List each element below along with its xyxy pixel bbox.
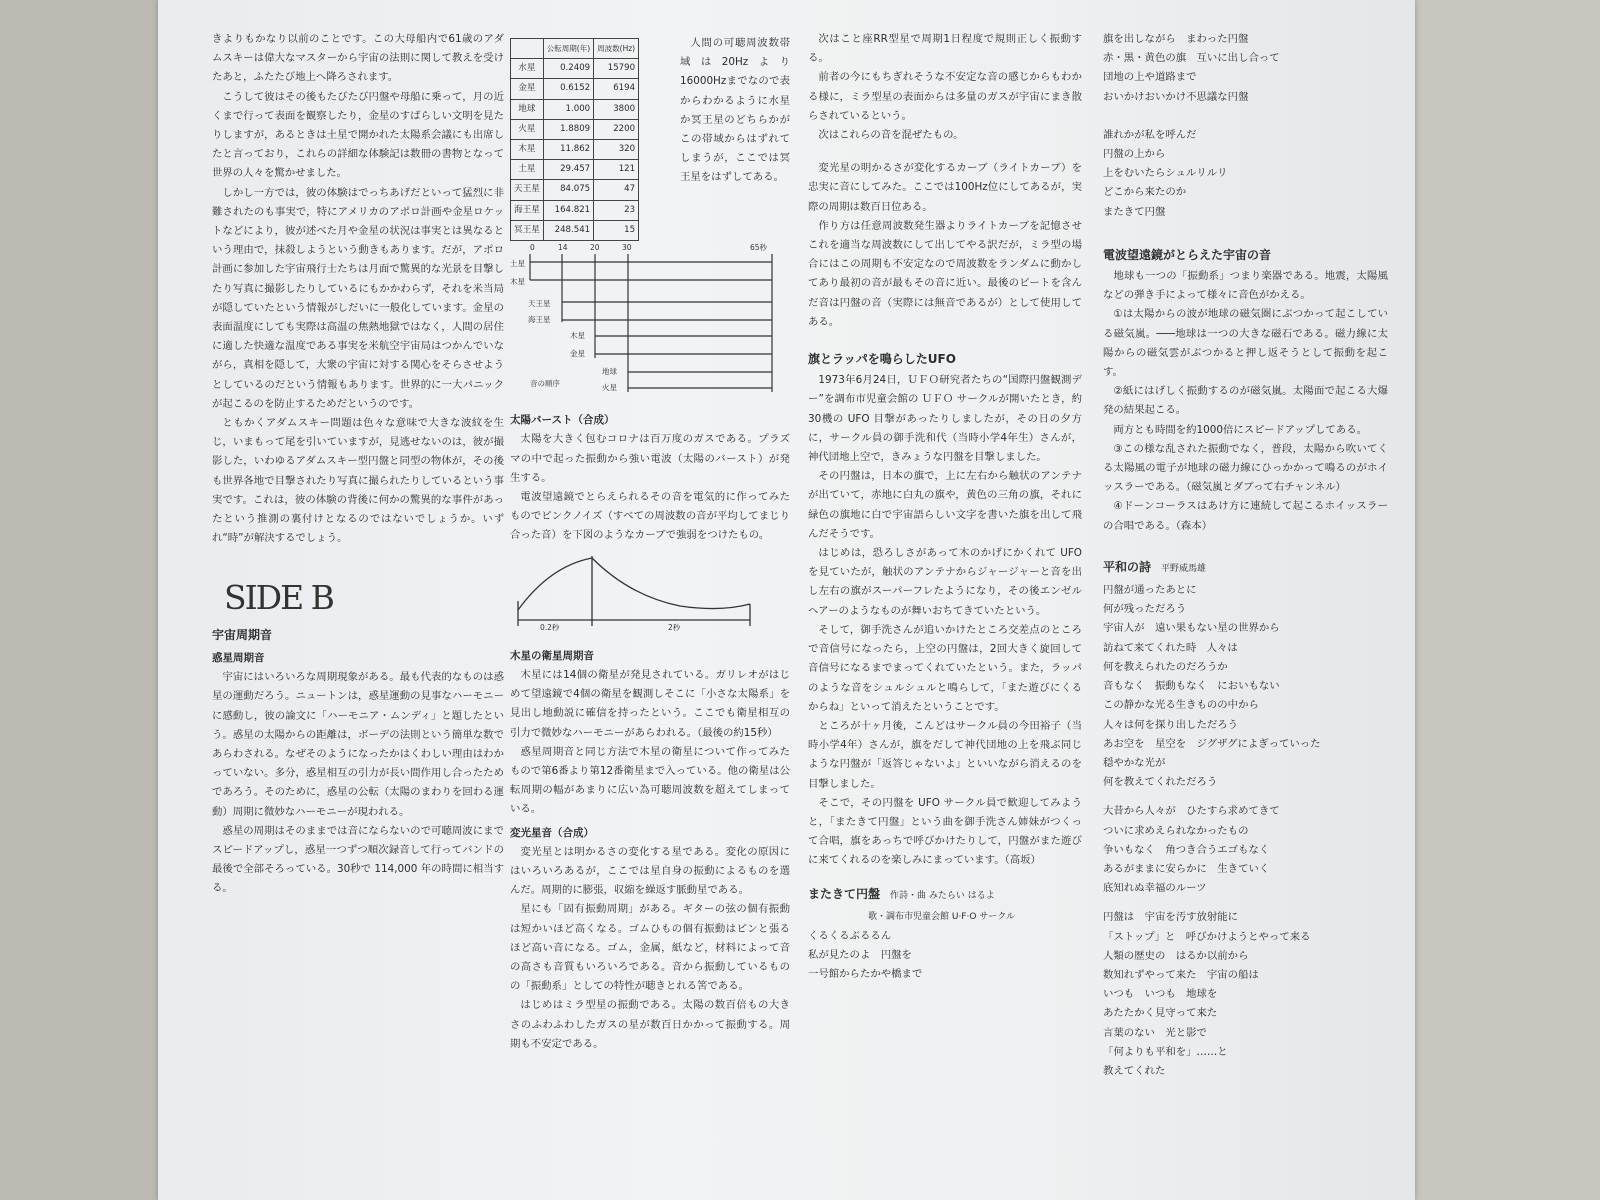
table-header: 公転周期(年) <box>543 39 593 59</box>
poem-line: 何を教えてくれただろう <box>1103 776 1218 789</box>
section-title: 変光星音（合成） <box>510 826 594 839</box>
song-line: またきて円盤 <box>1103 205 1166 218</box>
planet-period: 0.6152 <box>543 79 593 99</box>
song-line: 一号館からたかや橋まで <box>808 968 923 981</box>
poem-line: あたたかく見守って来た <box>1103 1007 1218 1020</box>
poem-line: 「何よりも平和を」……と <box>1103 1045 1228 1058</box>
song-credit: 作詩・曲 みたらい はるよ <box>890 890 995 901</box>
paragraph: 電波望遠鏡でとらえられるその音を電気的に作ってみたものでピンクノイズ（すべての周波数の音が平均してまじり合った音）を下図のようなカーブで強弱をつけたもの。 <box>510 491 790 542</box>
planet-freq: 2200 <box>594 119 639 139</box>
paragraph: そこで，その円盤を UFO サークル員で歓迎してみようと，「またきて円盤」という曲を御手洗さん姉妹がつくって合唱，旗をあっちで呼びかけたりして，円盤がまた遊びに来てくれるのを楽しみにまっています。（高坂） <box>808 796 1082 867</box>
section-heading: 電波望遠鏡がとらえた宇宙の音 <box>1103 247 1272 262</box>
song-line: 団地の上や道路まで <box>1103 71 1197 84</box>
planet-period: 164.821 <box>543 200 593 220</box>
table-row <box>511 180 639 200</box>
poem-line: 人類の歴史の はるか以前から <box>1103 949 1249 962</box>
table-row <box>511 160 639 180</box>
poem-line: 円盤は 宇宙を汚す放射能に <box>1103 911 1239 924</box>
planet-freq: 15790 <box>594 59 639 79</box>
planet-name: 木星 <box>511 140 544 160</box>
envelope-curve <box>518 558 750 610</box>
paragraph: はじめは，恐ろしさがあって木のかげにかくれて UFO を見ていたが，触状のアンテナからジャージャーと音を出し左右の旗がスーパーフレたようになり，その後エンゼルヘアーのようなものが舞いおちてきていたという。 <box>808 547 1082 617</box>
song-title-text: またきて円盤 <box>808 886 881 901</box>
planet-freq: 23 <box>594 200 639 220</box>
song-line: 誰れかが私を呼んだ <box>1103 128 1197 141</box>
song-credit: 歌・調布市児童会館 U·F·O サークル <box>868 911 1016 922</box>
paragraph: ともかくアダムスキー問題は色々な意味で大きな波紋を生じ，いまもって尾を引いていますが，見逃せないのは，彼が撮影した，いわゆるアダムスキー型円盤と同型の物体が，その後も世界各地で目撃されたり写真に撮られたりしているという事実です。これは，彼の体験の背後に何かの驚異的な事件があったという推測の裏付けとなるのではないでしょうか。いずれ“時”が解決するでしょう。 <box>212 417 504 545</box>
paragraph: しかし一方では，彼の体験はでっちあげだといって猛烈に非難されたのも事実で，特にアメリカのアポロ計画や金星ロケットなどにより，彼が述べた月や金星の状況は事実とは異なるという理由で，抹殺しようという動きもあります。だが，アポロ計画に参加した宇宙飛行士たちは月面で驚異的な光景を目撃したり写真に撮影したりしているにもかかわらず，それを米当局が隠していたという情報がしだいに一般化しています。金星の表面温度にしても実際は高温の焦熱地獄ではなく，人間の居住に適した快適な温度である事実を米航空宇宙局はつかんでいながら，真相を隠して，大衆の宇宙に対する関心をそらさせようとしているのだという情報もあります。世界的に一大パニックが起こるのを防止するためだというのです。 <box>212 186 504 410</box>
row-label: 土星 <box>510 259 525 268</box>
paragraph: 人間の可聴周波数帯域は20Hzより16000Hzまでなので表からわかるように水星か冥王星のどちらかがこの帯域からはずれてしまうが，ここでは冥王星をはずしてある。 <box>680 37 790 184</box>
paragraph: 次はこれらの音を混ぜたもの。 <box>818 129 964 142</box>
table-row <box>511 140 639 160</box>
paragraph: ②紙にはげしく振動するのが磁気嵐。太陽面で起こる大爆発の結果起こる。 <box>1103 385 1388 417</box>
poem-line: 音もなく 振動もなく においもない <box>1103 680 1280 693</box>
planet-period: 84.075 <box>543 180 593 200</box>
song-line: どこから来たのか <box>1103 186 1187 199</box>
song-line: 旗を出しながら まわった円盤 <box>1103 33 1249 45</box>
poem-line: 「ストップ」と 呼びかけようとやって来る <box>1103 930 1311 943</box>
planet-freq: 121 <box>594 160 639 180</box>
poem-line: 訪ねて来てくれた時 人々は <box>1103 641 1238 654</box>
paragraph: その円盤は，日本の旗で，上に左右から触状のアンテナが出ていて，赤地に白丸の旗や，黄色の三角の旗，それに緑色の旗地に白で宇宙語らしい文字を書いた旗を出して飛んだそうです。 <box>808 470 1082 540</box>
paragraph: 地球も一つの「振動系」つまり楽器である。地震，太陽風などの弾き手によって様々に音色がかえる。 <box>1103 270 1388 302</box>
background-right <box>1415 0 1600 1200</box>
paragraph: 変光星の明かるさが変化するカーブ（ライトカーブ）を忠実に音にしてみた。ここでは100Hz位にしてあるが，実際の周期は数百日位ある。 <box>808 162 1082 213</box>
paragraph: 木星には14個の衛星が発見されている。ガリレオがはじめて望遠鏡で4個の衛星を観測しそこに「小さな太陽系」を見出し地動説に確信を持ったという。ここでも衛星相互の引力で微妙なハーモニーがあらわれる。（最後の約15秒） <box>510 669 790 739</box>
poem-line: 言葉のない 光と影で <box>1103 1026 1207 1039</box>
section-subheading: 惑星周期音 <box>212 651 265 664</box>
poem-line: あお空を 星空を ジグザグによぎっていった <box>1103 737 1321 750</box>
table-row <box>511 119 639 139</box>
poem-line: 穏やかな光が <box>1103 756 1166 769</box>
paragraph: 前者の今にもちぎれそうな不安定な音の感じからもわかる様に，ミラ型星の表面からは多量のガスが宇宙にまき散らされているという。 <box>808 71 1082 122</box>
poem-line: ついに求めえられなかったもの <box>1103 824 1249 837</box>
paragraph: 星にも「固有振動周期」がある。ギターの弦の個有振動は短かいほど高くなる。ゴムひもの個有振動はピンと張るほど高い音になる。ゴム，金属，紙など，材料によって音の高さも音質もいろいろである。音から振動しているものの「振動系」としての特性が聴きとれる筈である。 <box>510 903 790 993</box>
tick-label: 65秒 <box>750 243 768 252</box>
paragraph: 作り方は任意周波数発生器よりライトカーブを記憶させこれを適当な周波数にして出してやる訳だが，ミラ型の場合にはこの周期も不安定なので周波数をランダムに動かしてあり最初の音が最もその音に近い。最後のビートを含んだ音は円盤の音（実際には無音であるが）として使用してある。 <box>808 219 1082 328</box>
row-label: 木星 <box>570 331 585 340</box>
planet-period: 11.862 <box>543 140 593 160</box>
table-row <box>511 79 639 99</box>
column-1 <box>212 30 504 1180</box>
planet-name: 土星 <box>511 160 544 180</box>
paragraph: 惑星周期音と同じ方法で木星の衛星について作ってみたもので第6番より第12番衛星まで入っている。他の衛星は公転周期の幅があまりに広い為可聴周波数を超えてしまっている。 <box>510 745 790 816</box>
paragraph: きよりもかなり以前のことです。この大母船内で61歳のアダムスキーは偉大なマスターから宇宙の法則に関して教えを受けたあと，ふたたび地上へ降ろされます。 <box>212 33 504 84</box>
tick-label: 30 <box>622 243 632 252</box>
planet-freq: 47 <box>594 180 639 200</box>
column-3 <box>808 30 1082 1180</box>
paragraph: 宇宙にはいろいろな周期現象がある。最も代表的なものは惑星の運動だろう。ニュートンは，惑星運動の見事なハーモニーに感動し，彼の論文に「ハーモニア・ムンディ」と題したという。惑星の太陽からの距離は，ボーデの法則という簡単な数であらわされる。なぜそのようになったかはくわしい理由はわかっていない。多分，惑星相互の引力が長い間作用し合ったためであろう。そのために，惑星の公転（太陽のまわりを回わる運動）周期に微妙なハーモニーが現われる。 <box>212 671 504 818</box>
poem-author: 平野威馬雄 <box>1161 563 1207 574</box>
table-header: 周波数(Hz) <box>594 39 639 59</box>
song-line: くるくるぶるるん <box>808 929 892 942</box>
planet-name: 天王星 <box>511 180 544 200</box>
table-row <box>511 200 639 220</box>
paragraph: ③この様な乱された振動でなく，普段，太陽から吹いてくる太陽風の電子が地球の磁力線にひっかかって鳴るのがホイッスラーである。（磁気嵐とダブって右チャンネル） <box>1103 442 1388 494</box>
background-left <box>0 0 158 1200</box>
paragraph: 変光星とは明かるさの変化する星である。変化の原因にはいろいろあるが，ここでは星自身の振動によるものを選んだ。周期的に膨張，収縮を繰返す脈動星である。 <box>510 845 790 897</box>
planet-period: 1.8809 <box>543 119 593 139</box>
column-2 <box>510 30 790 1180</box>
poem-line: 何が残っただろう <box>1103 603 1187 616</box>
poem-line: 数知れずやって来た 宇宙の船は <box>1103 968 1259 981</box>
paragraph: ところが十ヶ月後，こんどはサークル員の今田裕子（当時小学4年）さんが，旗をだして神代団地の上を飛ぶ同じような円盤が「返答じゃないよ」といいながら消えるのを目撃しました。 <box>808 719 1082 790</box>
song-line: 円盤の上から <box>1103 148 1166 161</box>
planet-freq: 15 <box>594 220 639 240</box>
order-label: 音の順序 <box>530 379 560 388</box>
poem-line: 円盤が通ったあとに <box>1103 584 1197 597</box>
section-title: 木星の衛星周期音 <box>510 649 594 662</box>
poem-line: この静かな光る生きものの中から <box>1103 699 1259 712</box>
planet-period: 1.000 <box>543 99 593 119</box>
table-header-row <box>511 39 639 59</box>
planet-name: 金星 <box>511 79 544 99</box>
section-heading: 旗とラッパを鳴らしたUFO <box>808 352 956 367</box>
row-label: 火星 <box>602 383 617 392</box>
song-line: おいかけおいかけ不思議な円盤 <box>1103 90 1249 103</box>
planet-period: 0.2409 <box>543 59 593 79</box>
section-heading: 宇宙周期音 <box>212 627 273 642</box>
paragraph: 惑星の周期はそのままでは音にならないので可聴周波にまでスピードアップし，惑星一つずつ順次録音して行ってバンドの最後で全部そろっている。30秒で 114,000 年の時間に相当する。 <box>212 824 504 895</box>
planet-freq: 3800 <box>594 99 639 119</box>
paragraph: はじめはミラ型星の振動である。太陽の数百倍もの大きさのふわふわしたガスの星が数百日かかって振動する。周期も不安定である。 <box>510 999 790 1050</box>
planet-table <box>510 38 639 241</box>
curve-label: 0.2秒 <box>540 622 560 632</box>
poem-line: 何を教えられたのだろうか <box>1103 660 1228 673</box>
poem-line: 宇宙人が 遠い果もない星の世界から <box>1103 622 1280 635</box>
planet-name: 火星 <box>511 119 544 139</box>
table-row <box>511 99 639 119</box>
song-line: 上をむいたらシュルリルリ <box>1103 167 1228 180</box>
poem-line: いつも いつも 地球を <box>1103 988 1218 1001</box>
paragraph: 次はこと座RR型星で周期1日程度で規則正しく振動する。 <box>808 33 1082 65</box>
row-label: 海王星 <box>528 315 551 324</box>
poem-line: 教えてくれた <box>1103 1064 1166 1077</box>
paragraph: 1973年6月24日，ＵＦＯ研究者たちの“国際円盤観測デー”を調布市児童会館の ＵＦＯ サークルが開いたとき，約30機の UFO 目撃があったりしましたが，その日の夕方に，サークル員の御手洗和代（当時小学4年生）さんが，神代団地上空で，きみょうな円盤を目撃しました。 <box>808 374 1082 464</box>
poem-line: 争いもなく 角つき合うエゴもなく <box>1103 843 1270 856</box>
row-label: 木星 <box>510 277 525 286</box>
poem-title-text: 平和の詩 <box>1103 559 1152 574</box>
planet-period: 248.541 <box>543 220 593 240</box>
burst-envelope-curve <box>510 546 770 636</box>
paragraph: ①は太陽からの波が地球の磁気圏にぶつかって起こしている磁気嵐。───地球は一つの大きな磁石である。磁力線に太陽からの磁気雲がぶつかると押し返そうとして振動を起こす。 <box>1103 308 1388 379</box>
song-title <box>808 885 1082 906</box>
poem-line: 人々は何を探り出しただろう <box>1103 718 1239 731</box>
planet-period: 29.457 <box>543 160 593 180</box>
tick-label: 0 <box>530 243 535 252</box>
song-line: 赤・黒・黄色の旗 互いに出し合って <box>1103 52 1280 65</box>
table-header <box>511 39 544 59</box>
paragraph: 両方とも時間を約1000倍にスピードアップしてある。 <box>1113 423 1367 436</box>
planet-name: 冥王星 <box>511 220 544 240</box>
column-4 <box>1103 30 1388 1180</box>
table-row <box>511 220 639 240</box>
planet-freq: 6194 <box>594 79 639 99</box>
side-b-title: SIDE B <box>224 578 333 618</box>
planet-freq: 320 <box>594 140 639 160</box>
hearing-range-note <box>680 34 790 188</box>
row-label: 天王星 <box>528 299 551 308</box>
row-label: 金星 <box>570 349 585 358</box>
planet-name: 海王星 <box>511 200 544 220</box>
planet-name: 地球 <box>511 99 544 119</box>
tick-label: 14 <box>558 243 568 252</box>
tick-label: 20 <box>590 243 600 252</box>
poem-line: 大昔から人々が ひたすら求めてきて <box>1103 805 1280 818</box>
row-label: 地球 <box>602 367 617 376</box>
sound-order-diagram <box>510 240 780 400</box>
planet-name: 水星 <box>511 59 544 79</box>
poem-line: あるがままに安らかに 生きていく <box>1103 862 1270 875</box>
paragraph: こうして彼はその後もたびたび円盤や母船に乗って，月の近くまで行って表面を観察したり，金星のすばらしい文明を見たりしますが，あるときは土星で開かれた太陽系会議にも出席したと言っており，これらの詳細な体験記は数冊の書物となって世界の人々を驚かせました。 <box>212 90 504 180</box>
paragraph: ④ドーンコーラスはあけ方に連続して起こるホイッスラーの合唱である。（森本） <box>1103 500 1388 532</box>
table-row <box>511 59 639 79</box>
song-line: 私が見たのよ 円盤を <box>808 949 912 962</box>
section-title: 太陽バースト（合成） <box>510 414 615 427</box>
planet-table-block <box>510 30 790 240</box>
poem-line: 底知れぬ幸福のルーツ <box>1103 882 1207 895</box>
curve-label: 2秒 <box>668 622 681 632</box>
poem-title <box>1103 558 1388 579</box>
paragraph: 太陽を大きく包むコロナは百万度のガスである。プラズマの中で起った振動から強い電波（太陽のバースト）が発生する。 <box>510 433 790 484</box>
paragraph: そして，御手洗さんが追いかけたところ交差点のところで音信号になったら，上空の円盤は，2回大きく旋回して音信号になるまでまってくれていたという。また，ラッパのような音をシュルシュルと鳴らして，「また遊びにくるからね」といって消えたということです。 <box>808 623 1082 713</box>
